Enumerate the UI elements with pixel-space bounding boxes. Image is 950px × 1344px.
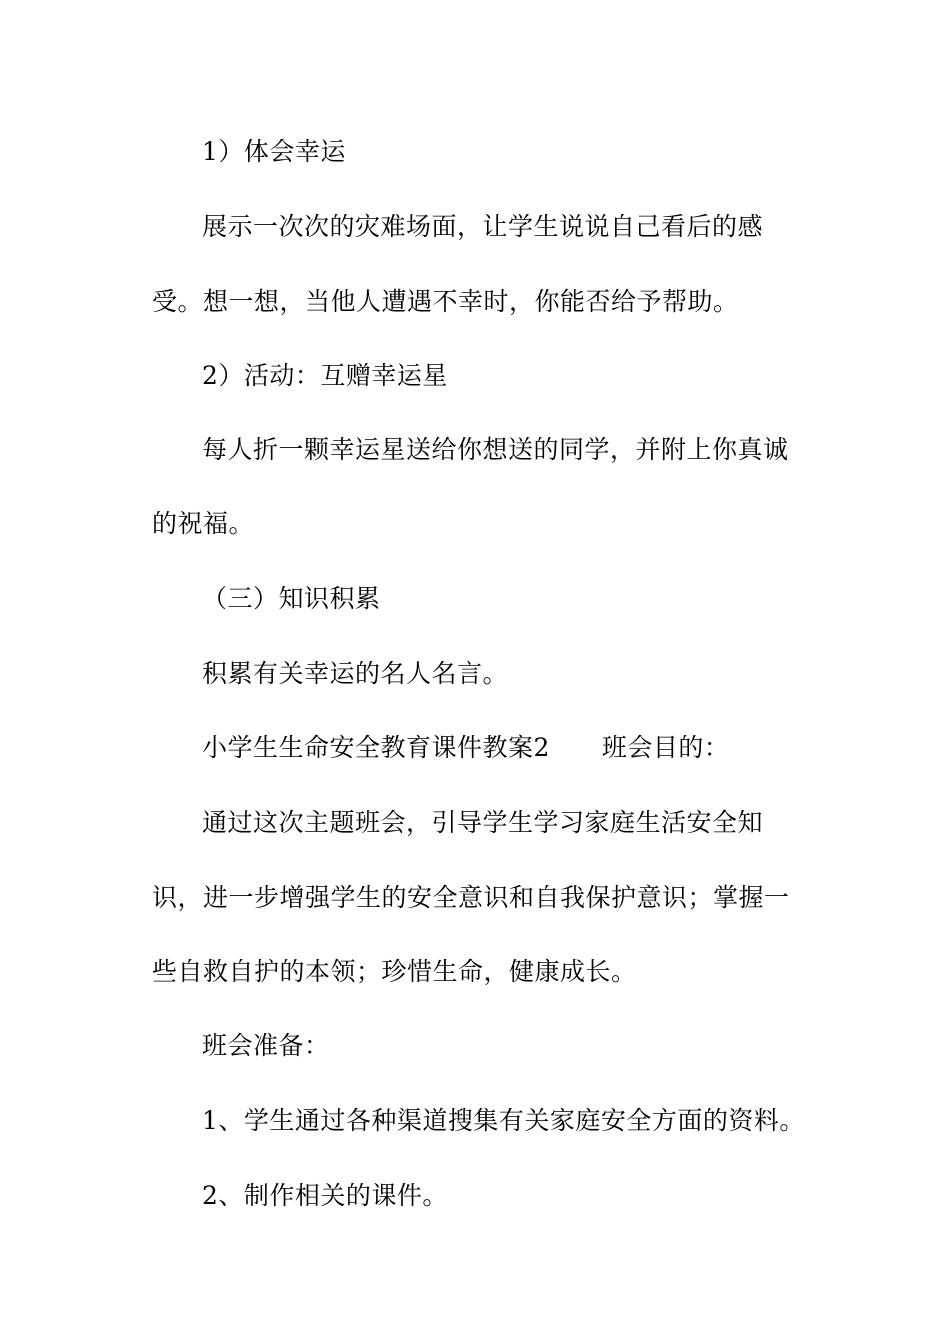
paragraph-line: 1）体会幸运: [202, 137, 346, 166]
paragraph-line: 每人折一颗幸运星送给你想送的同学，并附上你真诚: [202, 435, 789, 464]
paragraph-line: 通过这次主题班会，引导学生学习家庭生活安全知: [202, 808, 764, 837]
paragraph-line: 识，进一步增强学生的安全意识和自我保护意识；掌握一: [152, 883, 790, 912]
paragraph-line: 积累有关幸运的名人名言。: [202, 659, 509, 688]
section-heading: （三）知识积累: [202, 584, 381, 613]
paragraph-line: 班会准备：: [202, 1031, 330, 1060]
paragraph-line: 的祝福。: [152, 509, 255, 538]
paragraph-line: 些自救自护的本领；珍惜生命，健康成长。: [152, 957, 637, 986]
paragraph-line: 2）活动：互赠幸运星: [202, 361, 448, 390]
lesson-title: 小学生生命安全教育课件教案2: [202, 733, 550, 762]
paragraph-line: 受。想一想，当他人遭遇不幸时，你能否给予帮助。: [152, 287, 739, 316]
paragraph-line: 2、制作相关的课件。: [202, 1181, 448, 1210]
paragraph-line: 展示一次次的灾难场面，让学生说说自己看后的感: [202, 212, 764, 241]
paragraph-line: 1、学生通过各种渠道搜集有关家庭安全方面的资料。: [202, 1106, 805, 1135]
lesson-title-line: [202, 733, 729, 763]
lesson-subtitle: 班会目的：: [601, 733, 730, 762]
